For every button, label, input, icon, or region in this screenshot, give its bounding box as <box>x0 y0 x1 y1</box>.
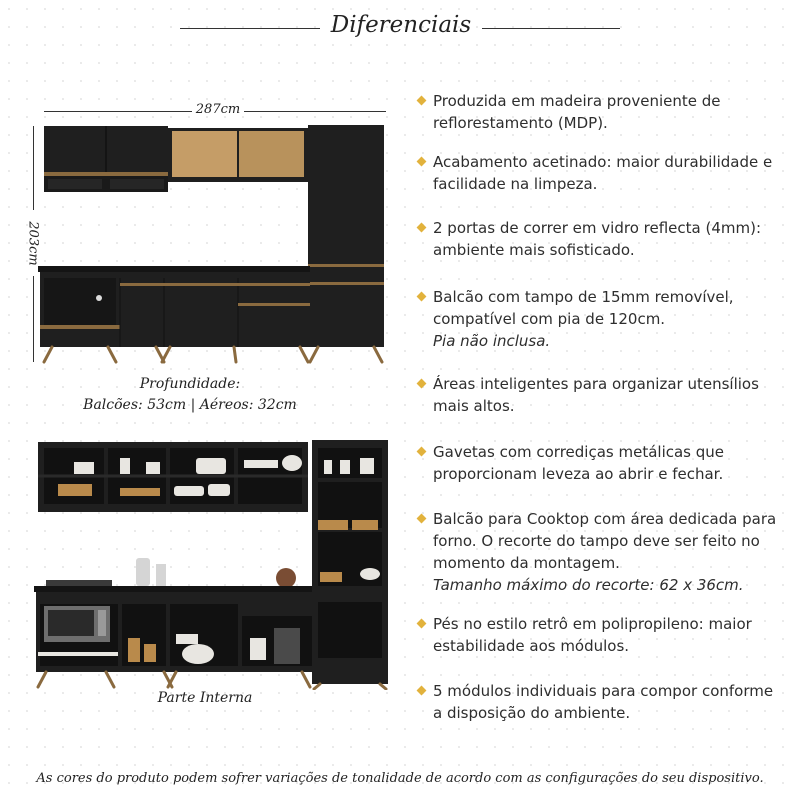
depth-label: Profundidade: <box>139 376 241 392</box>
feature-item: 2 portas de correr em vidro reflecta (4mm): ambiente mais sofisticado. <box>418 217 794 261</box>
feature-item: Áreas inteligentes para organizar utensílios mais altos. <box>418 373 794 417</box>
header-rule-right <box>482 28 620 29</box>
interior-caption: Parte Interna <box>157 690 253 706</box>
height-dimension-line-bottom <box>33 276 34 362</box>
depth-values: Balcões: 53cm | Aéreos: 32cm <box>83 397 297 413</box>
width-dimension-line-right <box>244 111 386 112</box>
feature-item: 5 módulos individuais para compor conforme a disposição do ambiente. <box>418 680 794 724</box>
feature-item: Produzida em madeira proveniente de reflorestamento (MDP). <box>418 90 794 134</box>
color-disclaimer: As cores do produto podem sofrer variações de tonalidade de acordo com as configurações do seu dispositivo. <box>36 771 764 786</box>
feature-item: Pés no estilo retrô em polipropileno: maior estabilidade aos módulos. <box>418 613 794 657</box>
width-dimension-line-left <box>44 111 192 112</box>
kitchen-interior-illustration <box>34 438 394 690</box>
feature-item: Gavetas com corrediças metálicas que proporcionam leveza ao abrir e fechar. <box>418 441 794 485</box>
feature-item: Acabamento acetinado: maior durabilidade e facilidade na limpeza. <box>418 151 794 195</box>
feature-item: Balcão para Cooktop com área dedicada para forno. O recorte do tampo deve ser feito no momento da montagem. Tamanho máximo do recorte: 62 x 36cm. <box>418 508 794 596</box>
section-header <box>0 10 800 46</box>
header-rule-left <box>180 28 320 29</box>
height-dimension-label: 203cm <box>25 221 41 266</box>
width-dimension-label: 287cm <box>195 102 241 117</box>
kitchen-closed-illustration <box>38 120 388 365</box>
height-dimension-line-top <box>33 126 34 210</box>
section-title: Diferenciais <box>330 12 472 38</box>
feature-item: Balcão com tampo de 15mm removível, compatível com pia de 120cm. Pia não inclusa. <box>418 286 794 352</box>
